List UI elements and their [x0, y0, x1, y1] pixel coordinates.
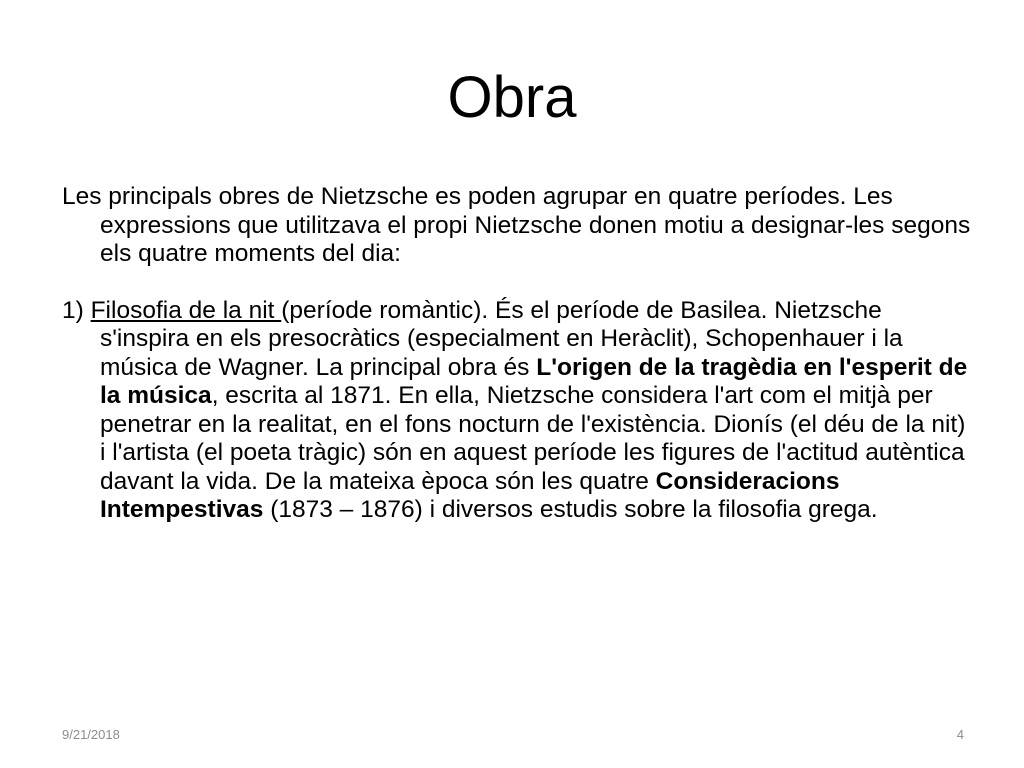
period-name: Filosofia de la nit — [90, 296, 282, 324]
intro-paragraph: Les principals obres de Nietzsche es poden agrupar en quatre períodes. Les expressions que utilitzava el propi Nietzsche donen motiu a designar-les segons els quatre moments del dia: — [62, 183, 971, 267]
footer-page-number: 4 — [956, 727, 964, 742]
slide-title: Obra — [447, 65, 577, 130]
period-text-b: , escrita al 1871. En ella, Nietzsche considera l'art com el mitjà per penetrar en la realitat, en el fons nocturn de l'existència. Dionís (el déu de la nit) i l'artista (el poeta tràgic) són en aquest període les figures de l'actitud autèntica davant la vida. De la mateixa època són les quatre — [100, 382, 966, 495]
work-title-consideracions: Consideracions Intempestivas — [100, 467, 840, 523]
period-1-paragraph — [62, 297, 974, 525]
slide-body — [62, 183, 974, 525]
period-text-a: (període romàntic). És el període de Basilea. Nietzsche s'inspira en els presocràtics (especialment en Heràclit), Schopenhauer i la música de Wagner. La principal obra és — [100, 296, 903, 381]
period-number: 1) — [62, 296, 91, 324]
work-title-origen: L'origen de la tragèdia en l'esperit de la música — [100, 353, 968, 409]
footer-date: 9/21/2018 — [62, 727, 120, 742]
period-text-c: (1873 – 1876) i diversos estudis sobre la filosofia grega. — [263, 496, 878, 523]
